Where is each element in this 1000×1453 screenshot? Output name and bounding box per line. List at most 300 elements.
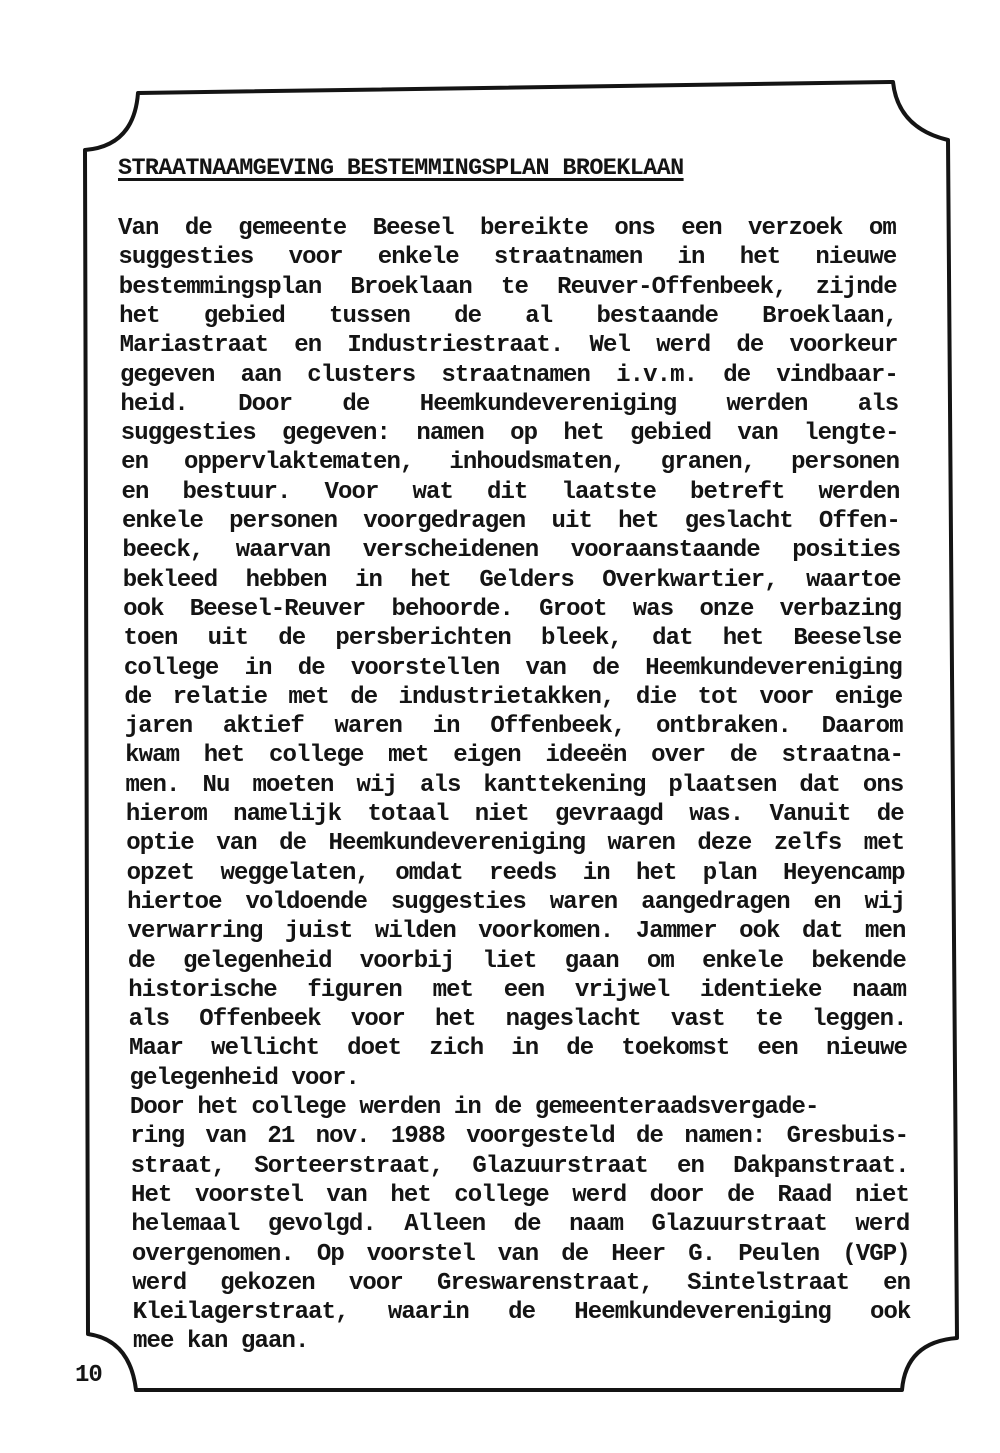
word: identieke <box>700 976 822 1004</box>
word: jaren <box>124 713 193 741</box>
word: het <box>410 566 451 594</box>
word: verscheidenen <box>362 537 539 565</box>
word: voor <box>350 1006 405 1034</box>
word: Broeklaan, <box>762 302 898 330</box>
word: enkele <box>377 244 459 272</box>
word: waren <box>549 888 618 916</box>
word: heid. <box>120 390 188 418</box>
word: Beeselse <box>793 625 902 653</box>
text-line <box>122 478 900 507</box>
word: in <box>677 244 705 272</box>
word: dat <box>652 625 693 653</box>
word: zijnde <box>815 273 897 301</box>
text-line <box>124 654 902 683</box>
word: Heyencamp <box>783 859 905 887</box>
word: een <box>503 976 545 1004</box>
word: Overkwartier, <box>602 566 778 594</box>
word: het <box>636 859 677 887</box>
text-line <box>125 712 903 741</box>
word: de <box>508 1299 536 1327</box>
word: van <box>737 420 778 448</box>
text-line <box>131 1181 909 1210</box>
word: de <box>513 1211 541 1239</box>
word: van <box>326 1181 367 1209</box>
text-line: gelegenheid voor. <box>129 1064 359 1092</box>
text-line <box>124 683 902 712</box>
word: werd <box>572 1181 627 1209</box>
word: relatie <box>172 683 268 711</box>
word: het <box>618 508 659 535</box>
word: Voor <box>324 478 379 506</box>
word: vooraanstaande <box>570 537 760 565</box>
word: bestaande <box>596 302 718 330</box>
word: Raad <box>777 1181 832 1209</box>
word: Sintelstraat <box>687 1269 850 1297</box>
text-line <box>120 361 898 390</box>
word: Daarom <box>821 713 903 741</box>
word: omdat <box>395 859 463 887</box>
word: straatna- <box>781 742 904 770</box>
word: ook <box>739 918 780 946</box>
word: Offenbeek, <box>490 713 626 741</box>
word: men <box>864 918 906 946</box>
word: werd <box>656 332 711 360</box>
word: juist <box>284 918 353 946</box>
text-line <box>121 448 899 477</box>
word: dat <box>802 918 843 946</box>
word: 21 <box>267 1123 295 1151</box>
word: tussen <box>328 302 410 330</box>
word: straat, <box>130 1152 226 1180</box>
word: de <box>278 625 306 653</box>
word: de <box>127 947 155 975</box>
text-line <box>129 1005 907 1034</box>
text-line <box>123 595 901 624</box>
word: weggelaten, <box>220 859 369 887</box>
word: de <box>636 1123 664 1151</box>
text-line <box>127 888 905 917</box>
word: en <box>121 478 149 506</box>
word: van <box>497 1240 539 1268</box>
word: voorkomen. <box>478 918 614 946</box>
word: Beesel <box>372 215 454 242</box>
word: voorkeur <box>789 332 898 360</box>
word: Kleilagerstraat, <box>132 1299 349 1327</box>
text-line <box>122 507 900 536</box>
word: naam <box>852 976 907 1004</box>
word: Door <box>238 390 293 418</box>
word: de <box>297 654 325 682</box>
word: zich <box>429 1035 484 1063</box>
word: al <box>525 302 553 330</box>
word: Beesel-Reuver <box>189 595 366 623</box>
word: de <box>729 742 757 770</box>
word: verzoek <box>748 215 843 242</box>
word: werd <box>855 1211 910 1239</box>
word: van <box>525 654 567 682</box>
word: namen <box>416 420 484 448</box>
word: bleek, <box>541 625 623 653</box>
word: (VGP) <box>842 1240 910 1268</box>
text-line <box>118 243 896 272</box>
word: het <box>739 244 781 272</box>
word: G. <box>688 1240 716 1268</box>
word: Mariastraat <box>119 332 269 360</box>
text-line <box>133 1298 911 1327</box>
word: met <box>863 830 905 858</box>
word: Jammer <box>635 918 717 946</box>
word: en <box>676 1152 704 1180</box>
word: behoorde. <box>391 595 513 623</box>
word: suggesties <box>120 420 256 448</box>
word: personen <box>791 449 900 477</box>
word: waarvan <box>235 537 331 565</box>
word: Peulen <box>738 1240 820 1268</box>
word: voorgesteld <box>466 1123 615 1151</box>
word: in <box>355 566 383 594</box>
word: ideeën <box>545 742 627 770</box>
word: figuren <box>307 976 402 1004</box>
word: het <box>563 420 604 448</box>
text-line <box>126 771 904 800</box>
text-line <box>120 331 898 360</box>
word: opzet <box>126 859 195 887</box>
word: en <box>294 332 322 360</box>
word: namen: <box>684 1123 766 1151</box>
word: nieuwe <box>815 244 897 272</box>
word: Van <box>118 215 159 242</box>
word: verwarring <box>127 918 263 946</box>
word: college <box>123 654 219 682</box>
word: onze <box>699 595 754 623</box>
word: ontbraken. <box>656 713 792 741</box>
word: laatste <box>561 478 657 506</box>
word: zelfs <box>773 830 842 858</box>
text-line <box>119 302 897 331</box>
text-line <box>120 390 898 419</box>
word: om <box>868 215 896 242</box>
word: kwam <box>125 742 180 770</box>
word: waarin <box>387 1299 469 1327</box>
text-line <box>132 1240 910 1269</box>
word: Offenbeek <box>199 1006 321 1034</box>
word: aan <box>240 361 282 389</box>
word: suggesties <box>390 888 526 916</box>
text-line <box>119 273 897 302</box>
word: de <box>342 390 370 418</box>
text-line <box>129 1034 907 1063</box>
word: personen <box>229 508 338 535</box>
word: was. <box>689 801 744 828</box>
word: waartoe <box>806 566 901 594</box>
text-line: Door het college werden in de gemeenteraadsvergade- <box>129 1094 819 1121</box>
word: Dakpanstraat. <box>733 1152 909 1180</box>
word: gevraagd <box>554 801 663 828</box>
word: gevolgd. <box>267 1211 376 1239</box>
word: college <box>454 1181 549 1209</box>
word: Heemkundevereniging <box>574 1299 831 1327</box>
word: college <box>268 742 364 770</box>
word: de <box>876 801 904 828</box>
word: gekozen <box>220 1269 315 1297</box>
word: oppervlaktematen, <box>184 449 414 477</box>
word: en <box>813 888 841 916</box>
text-line <box>128 947 906 976</box>
word: om <box>646 947 674 975</box>
word: Nu <box>202 771 230 799</box>
word: als <box>419 771 461 799</box>
word: was <box>632 595 674 623</box>
word: straatnamen <box>493 244 643 272</box>
word: industrietakken, <box>398 683 615 711</box>
word: nov. <box>315 1123 370 1151</box>
word: gegeven <box>119 361 215 389</box>
word: vrijwel <box>574 976 670 1004</box>
page-number: 10 <box>75 1362 102 1389</box>
word: Heer <box>611 1240 666 1268</box>
word: voorstel <box>366 1240 475 1268</box>
word: plan <box>702 859 757 887</box>
word: Gelders <box>479 566 574 594</box>
word: te <box>754 1006 782 1034</box>
word: nieuwe <box>825 1035 907 1063</box>
word: beeck, <box>122 537 204 565</box>
word: posities <box>792 537 901 565</box>
word: de <box>723 361 751 389</box>
word: met <box>388 742 429 770</box>
word: Alleen <box>404 1211 486 1239</box>
word: met <box>432 976 474 1004</box>
word: overgenomen. <box>131 1240 294 1268</box>
word: lengte- <box>804 420 899 448</box>
word: die <box>635 683 677 711</box>
word: in <box>432 713 460 741</box>
word: door <box>649 1181 704 1209</box>
word: wat <box>412 478 454 506</box>
word: uit <box>207 625 249 653</box>
word: dat <box>799 771 840 799</box>
text-line <box>132 1269 910 1298</box>
word: bekende <box>811 947 906 975</box>
word: dit <box>487 478 528 506</box>
word: waren <box>607 830 676 858</box>
word: Het <box>131 1181 172 1209</box>
word: een <box>757 1035 798 1063</box>
word: granen, <box>660 449 756 477</box>
word: van <box>205 1123 247 1151</box>
word: tot <box>697 683 739 711</box>
word: wij <box>356 771 397 799</box>
word: historische <box>128 976 277 1004</box>
word: gemeente <box>238 215 347 242</box>
word: Groot <box>539 595 607 623</box>
word: en <box>883 1269 911 1297</box>
word: als <box>128 1006 170 1034</box>
word: toekomst <box>621 1035 730 1063</box>
word: bestemmingsplan <box>118 273 322 301</box>
word: op <box>510 420 538 448</box>
word: voor <box>759 683 814 711</box>
word: ons <box>862 771 904 799</box>
word: naam <box>569 1211 624 1239</box>
word: Op <box>316 1240 344 1268</box>
word: voorgedragen <box>363 508 526 535</box>
word: vindbaar- <box>776 361 898 389</box>
text-line <box>126 800 904 829</box>
word: straatnamen <box>441 361 590 389</box>
word: ring <box>130 1123 185 1151</box>
text-line <box>131 1152 909 1181</box>
word: voor <box>288 244 343 272</box>
text-line <box>122 536 900 565</box>
word: gaan <box>564 947 619 975</box>
word: van <box>216 830 257 858</box>
word: Reuver-Offenbeek, <box>557 273 787 301</box>
word: ook <box>870 1299 911 1327</box>
word: bestuur. <box>182 478 291 506</box>
text-line <box>127 917 905 946</box>
word: 1988 <box>390 1123 445 1151</box>
word: hiertoe <box>127 888 222 916</box>
word: eigen <box>453 742 521 770</box>
word: kanttekening <box>483 771 646 799</box>
word: Greswarenstraat, <box>436 1269 653 1297</box>
word: Industriestraat. <box>347 332 564 360</box>
word: liet <box>482 947 537 975</box>
word: het <box>435 1006 476 1034</box>
word: deze <box>697 830 752 858</box>
text-line: mee kan gaan. <box>133 1328 309 1356</box>
word: enkele <box>702 947 784 975</box>
word: aktief <box>222 713 304 741</box>
word: wilden <box>374 918 456 946</box>
word: Heemkundevereniging <box>419 390 677 418</box>
word: moeten <box>252 771 334 799</box>
word: geslacht <box>684 508 793 535</box>
word: enige <box>834 683 903 711</box>
word: de <box>736 332 764 360</box>
word: wellicht <box>211 1035 320 1063</box>
word: hebben <box>245 566 327 594</box>
word: te <box>501 273 529 301</box>
word: ons <box>614 215 655 242</box>
word: de <box>566 1035 594 1063</box>
word: vast <box>670 1006 725 1034</box>
word: reeds <box>488 859 557 887</box>
word: Heemkundevereniging <box>328 830 586 858</box>
text-line <box>128 976 906 1005</box>
word: namelijk <box>233 801 342 828</box>
word: clusters <box>307 361 416 389</box>
word: helemaal <box>131 1211 240 1239</box>
text-line <box>131 1210 909 1239</box>
word: wij <box>864 888 905 916</box>
word: Broeklaan <box>350 273 472 301</box>
article-title: STRAATNAAMGEVING BESTEMMINGSPLAN BROEKLAAN <box>118 155 684 181</box>
word: i.v.m. <box>616 361 698 389</box>
word: suggesties <box>118 244 254 272</box>
word: voor <box>348 1269 403 1297</box>
text-line <box>126 829 904 858</box>
word: persberichten <box>335 625 511 653</box>
word: ook <box>123 595 164 623</box>
word: Sorteerstraat, <box>254 1152 444 1180</box>
word: uit <box>551 508 592 535</box>
word: doet <box>347 1035 402 1063</box>
text-line <box>121 419 899 448</box>
word: de <box>184 215 212 242</box>
word: totaal <box>367 801 449 828</box>
word: een <box>681 215 722 242</box>
word: Glazuurstraat <box>472 1152 648 1180</box>
text-line <box>124 624 902 653</box>
word: voorbij <box>359 947 455 975</box>
word: de <box>561 1240 589 1268</box>
word: verbazing <box>779 595 902 623</box>
word: Vanuit <box>769 801 851 828</box>
word: optie <box>126 830 194 858</box>
text-line <box>123 566 901 595</box>
text-line <box>118 214 896 243</box>
word: men. <box>125 771 180 799</box>
word: de <box>350 683 378 711</box>
word: het <box>722 625 764 653</box>
word: de <box>279 830 307 858</box>
word: niet <box>854 1181 909 1209</box>
word: in <box>244 654 272 682</box>
word: werden <box>726 390 808 418</box>
word: aangedragen <box>641 888 790 916</box>
text-line <box>127 859 905 888</box>
word: over <box>651 742 706 770</box>
word: Heemkundevereniging <box>645 654 902 682</box>
word: Offen- <box>818 508 900 535</box>
word: voorstel <box>194 1181 303 1209</box>
word: Maar <box>129 1035 184 1063</box>
word: het <box>119 302 160 330</box>
word: plaatsen <box>668 771 777 799</box>
word: het <box>203 742 245 770</box>
word: voldoende <box>245 888 368 916</box>
word: het <box>390 1181 431 1209</box>
word: met <box>288 683 329 711</box>
word: de <box>727 1181 755 1209</box>
word: Gresbuis- <box>786 1123 909 1151</box>
word: waren <box>334 713 403 741</box>
word: enkele <box>121 508 203 535</box>
word: de <box>454 302 482 330</box>
word: Wel <box>589 332 631 360</box>
word: nageslacht <box>505 1006 641 1034</box>
word: Glazuurstraat <box>651 1211 827 1239</box>
word: in <box>582 859 610 887</box>
word: in <box>511 1035 539 1063</box>
word: leggen. <box>812 1006 907 1034</box>
word: de <box>592 654 620 682</box>
word: inhoudsmaten, <box>449 449 625 477</box>
word: als <box>857 390 899 418</box>
word: bereikte <box>479 215 588 242</box>
word: en <box>121 449 149 477</box>
word: toen <box>123 625 178 653</box>
word: werden <box>818 478 900 506</box>
text-line <box>130 1122 908 1151</box>
word: gebied <box>203 302 285 330</box>
word: niet <box>474 801 529 828</box>
word: betreft <box>689 478 785 506</box>
word: de <box>124 683 152 711</box>
text-line <box>125 741 903 770</box>
